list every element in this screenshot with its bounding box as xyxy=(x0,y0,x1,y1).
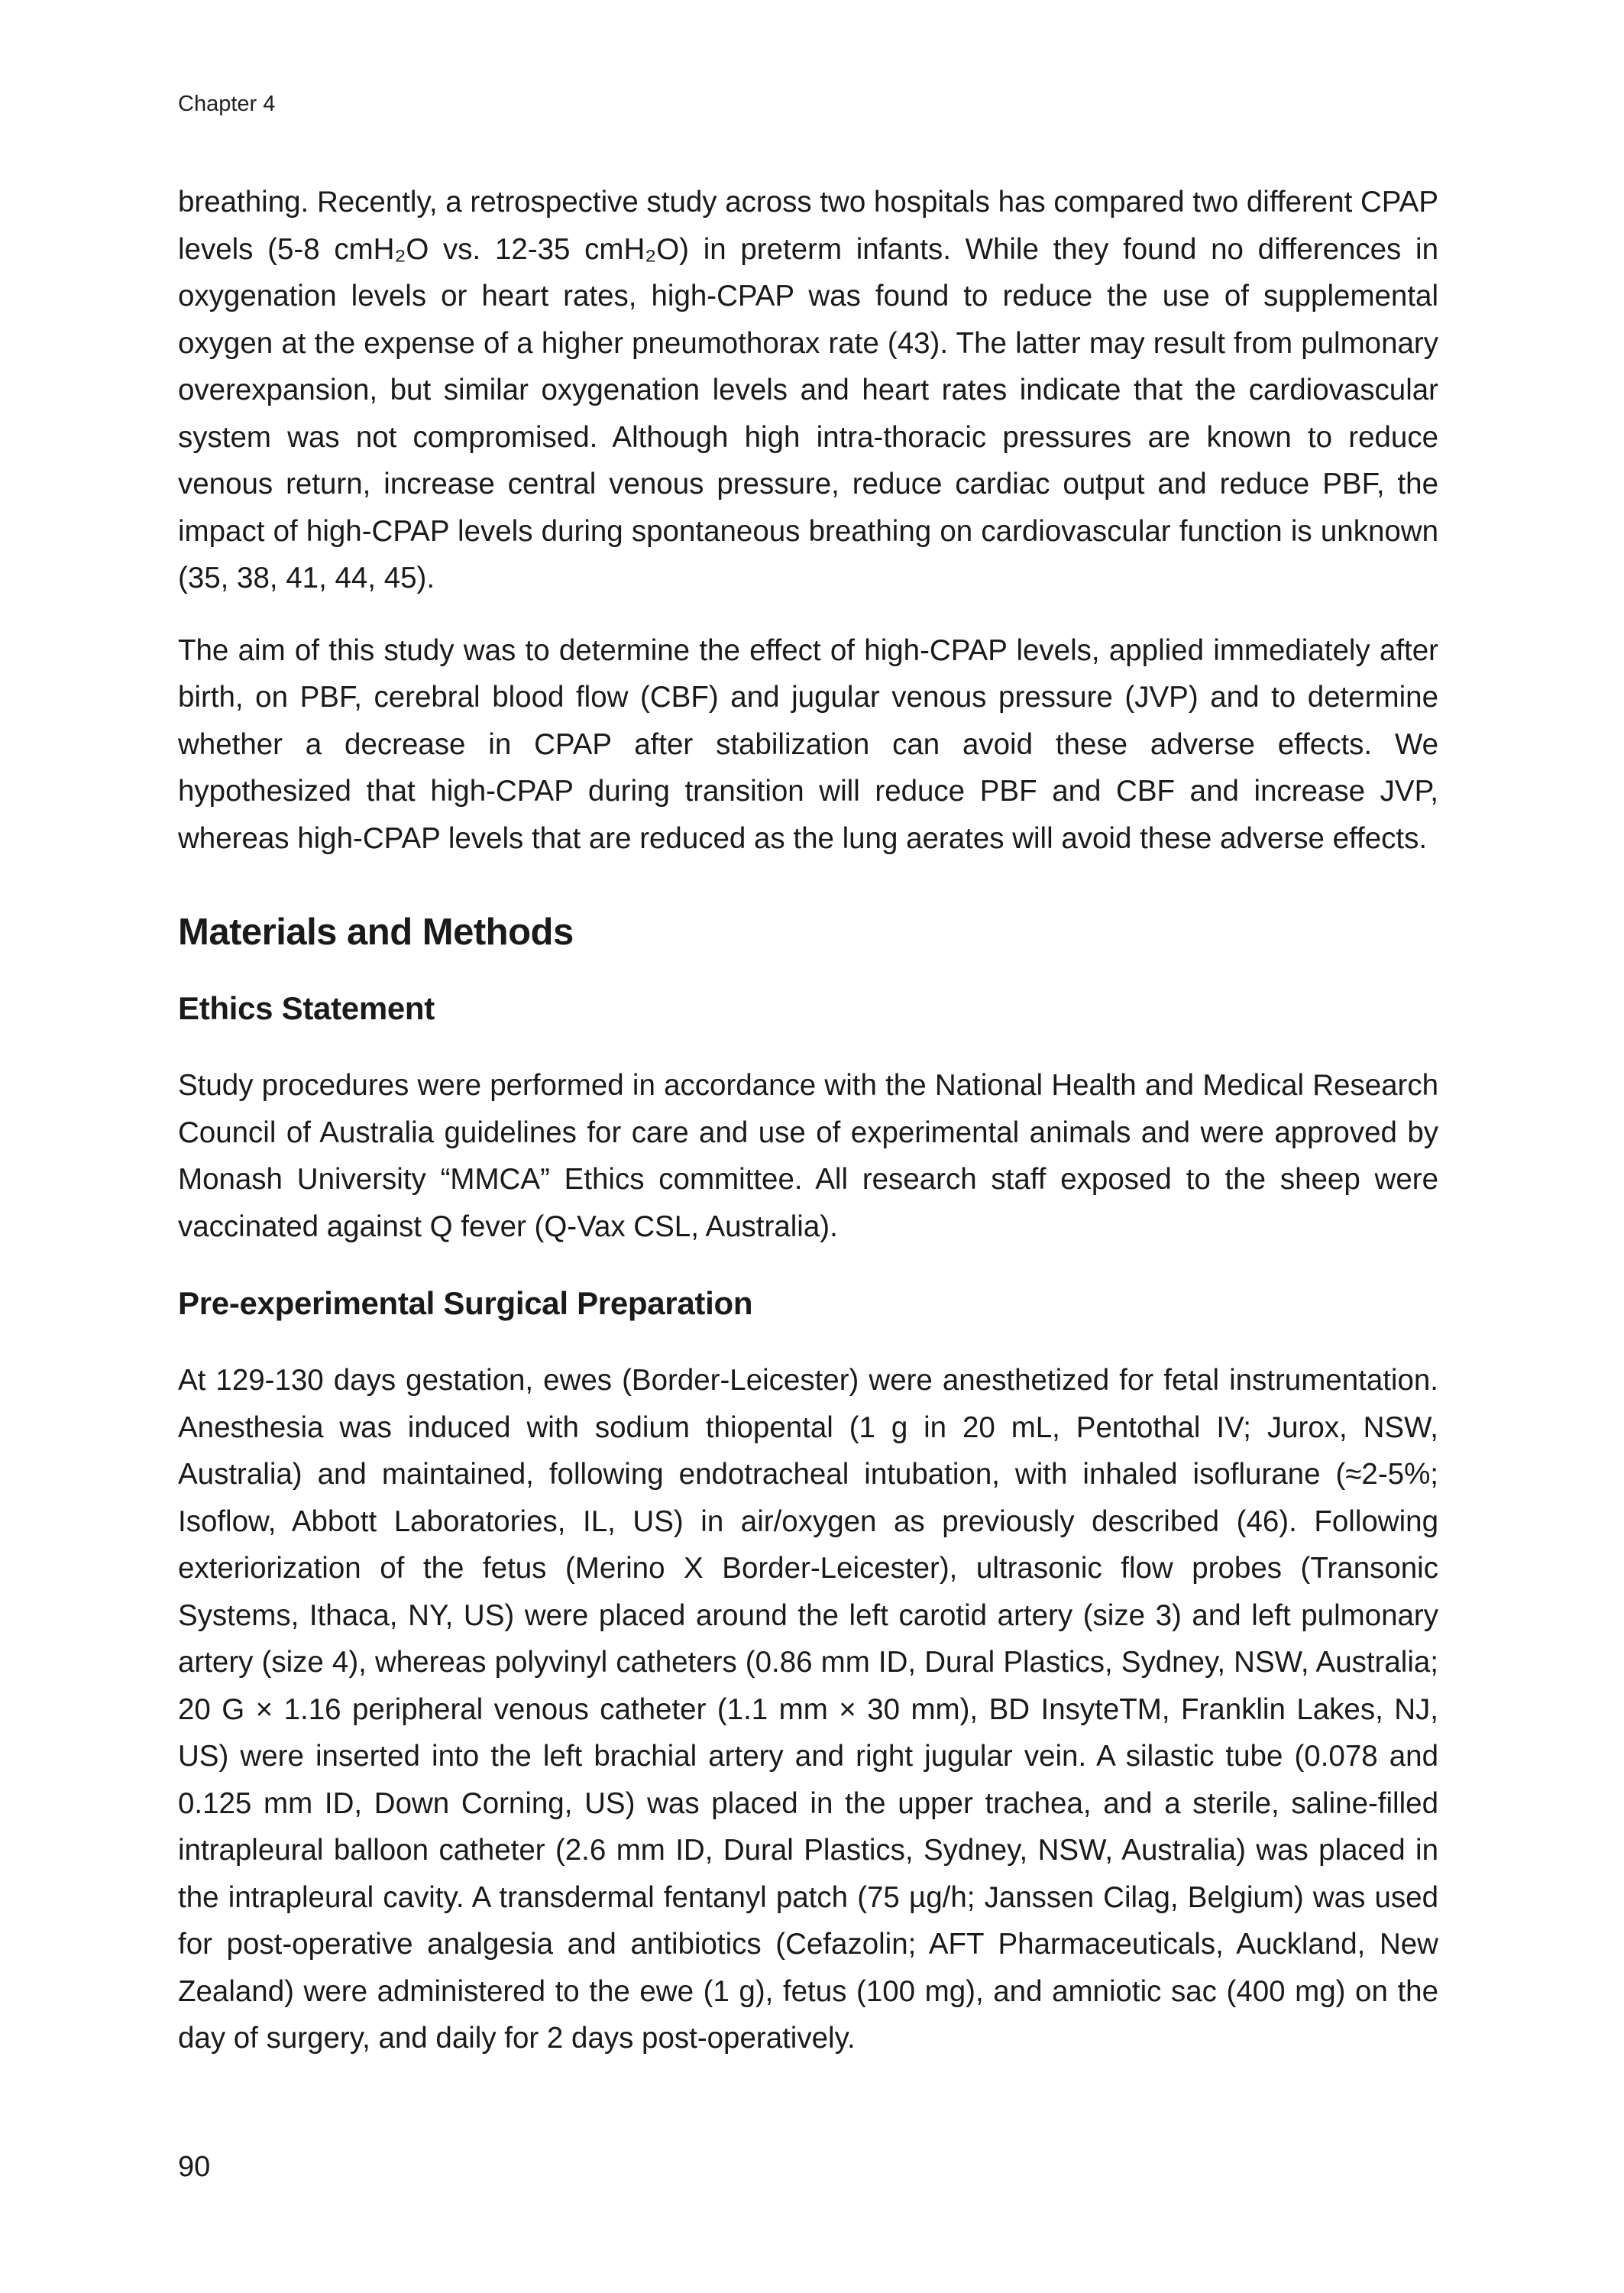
running-header: Chapter 4 xyxy=(178,92,276,116)
page-number: 90 xyxy=(178,2151,211,2183)
subsection-heading-surgical-preparation: Pre-experimental Surgical Preparation xyxy=(178,1285,753,1321)
section-heading-materials-methods: Materials and Methods xyxy=(178,912,574,953)
page-content xyxy=(178,179,1438,2062)
paragraph-study-aim: The aim of this study was to determine the effect of high-CPAP levels, applied immediately after birth, on PBF, cerebral blood flow (CBF) and jugular venous pressure (JVP) and to determine whether a decrease in CPAP after stabilization can avoid these adverse effects. We hypothesized that high-CPAP during transition will reduce PBF and CBF and increase JVP, whereas high-CPAP levels that are reduced as the lung aerates will avoid these adverse effects. xyxy=(178,633,1438,855)
paragraph-ethics: Study procedures were performed in accordance with the National Health and Medical Research Council of Australia guidelines for care and use of experimental animals and were approved by Monash University “MMCA” Ethics committee. All research staff exposed to the sheep were vaccinated against Q fever (Q-Vax CSL, Australia). xyxy=(178,1069,1438,1243)
subsection-heading-ethics: Ethics Statement xyxy=(178,990,435,1026)
paragraph-surgical-preparation: At 129-130 days gestation, ewes (Border-Leicester) were anesthetized for fetal instrumentation. Anesthesia was induced with sodium thiopental (1 g in 20 mL, Pentothal IV; Jurox, NSW, Australia) and maintained, following endotracheal intubation, with inhaled isoflurane (≈2-5%; Isoflow, Abbott Laboratories, IL, US) in air/oxygen as previously described (46). Following exteriorization of the fetus (Merino X Border-Leicester), ultrasonic flow probes (Transonic Systems, Ithaca, NY, US) were placed around the left carotid artery (size 3) and left pulmonary artery (size 4), whereas polyvinyl catheters (0.86 mm ID, Dural Plastics, Sydney, NSW, Australia; 20 G × 1.16 peripheral venous catheter (1.1 mm × 30 mm), BD InsyteTM, Franklin Lakes, NJ, US) were inserted into the left brachial artery and right jugular vein. A silastic tube (0.078 and 0.125 mm ID, Down Corning, US) was placed in the upper trachea, and a sterile, saline-filled intrapleural balloon catheter (2.6 mm ID, Dural Plastics, Sydney, NSW, Australia) was placed in the intrapleural cavity. A transdermal fentanyl patch (75 µg/h; Janssen Cilag, Belgium) was used for post-operative analgesia and antibiotics (Cefazolin; AFT Pharmaceuticals, Auckland, New Zealand) were administered to the ewe (1 g), fetus (100 mg), and amniotic sac (400 mg) on the day of surgery, and daily for 2 days post-operatively. xyxy=(178,1364,1438,2055)
paragraph-intro-continued: breathing. Recently, a retrospective study across two hospitals has compared two different CPAP levels (5-8 cmH₂O vs. 12-35 cmH₂O) in preterm infants. While they found no differences in oxygenation levels or heart rates, high-CPAP was found to reduce the use of supplemental oxygen at the expense of a higher pneumothorax rate (43). The latter may result from pulmonary overexpansion, but similar oxygenation levels and heart rates indicate that the cardiovascular system was not compromised. Although high intra-thoracic pressures are known to reduce venous return, increase central venous pressure, reduce cardiac output and reduce PBF, the impact of high-CPAP levels during spontaneous breathing on cardiovascular function is unknown (35, 38, 41, 44, 45). xyxy=(178,186,1438,594)
